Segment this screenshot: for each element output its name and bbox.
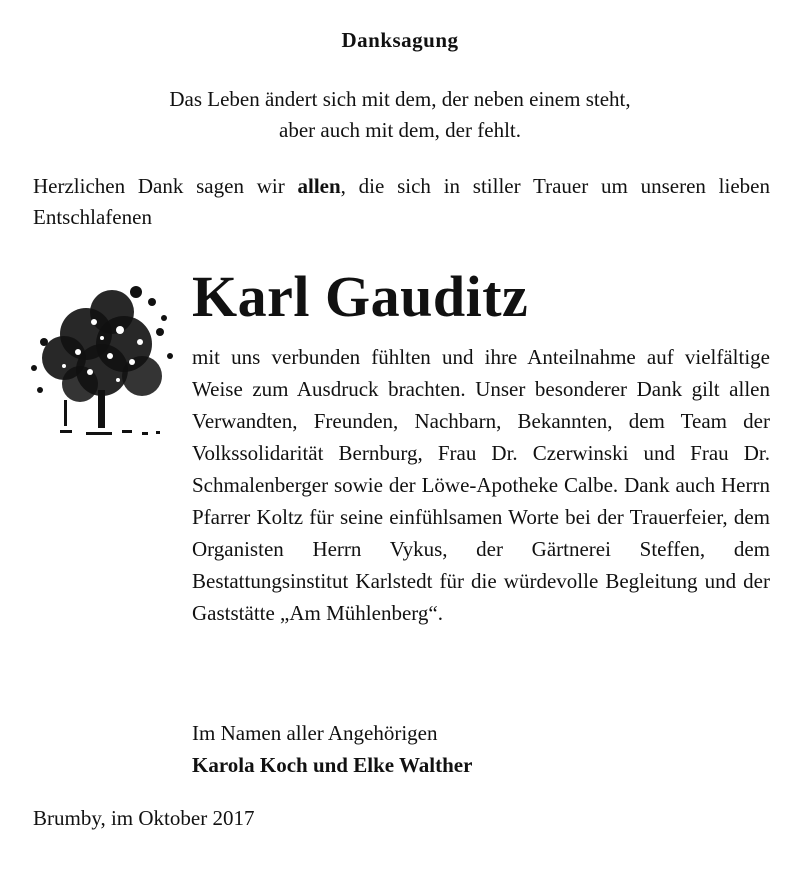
place-date: Brumby, im Oktober 2017: [33, 806, 255, 830]
deceased-name: Karl Gauditz: [192, 264, 529, 329]
quote-line-2: aber auch mit dem, der fehlt.: [279, 118, 521, 142]
intro-text: [33, 171, 770, 233]
signoff-names: Karola Koch und Elke Walther: [192, 753, 473, 777]
thanks-body: mit uns verbunden fühlten und ihre Anteilnahme auf vielfältige Weise zum Ausdruck brachten. Unser besonderer Dank gilt allen Verwandten, Freunden, Nachbarn, Bekannten, dem Team der Volkssolidarität Bernburg, Frau Dr. Czerwinski und Frau Dr. Schmalenberger sowie der Löwe-Apotheke Calbe. Dank auch Herrn Pfarrer Koltz für seine einfühlsamen Worte bei der Trauerfeier, dem Organisten Herrn Vykus, der Gärtnerei Steffen, dem Bestattungsinstitut Karlstedt für die würdevolle Begleitung und der Gaststätte „Am Mühlenberg“.: [192, 345, 770, 625]
tree-icon: [24, 272, 184, 452]
intro-bold: allen: [297, 174, 341, 198]
quote-line-1: Das Leben ändert sich mit dem, der neben einem steht,: [169, 87, 631, 111]
signoff: [192, 717, 770, 781]
quote: [0, 84, 800, 146]
intro-before: Herzlichen Dank sagen wir: [33, 174, 298, 198]
signoff-line: Im Namen aller Angehörigen: [192, 721, 438, 745]
notice-heading: Danksagung: [341, 28, 459, 52]
intro-after: , die sich in stiller Trauer um unseren lieben Entschlafenen: [33, 174, 770, 229]
